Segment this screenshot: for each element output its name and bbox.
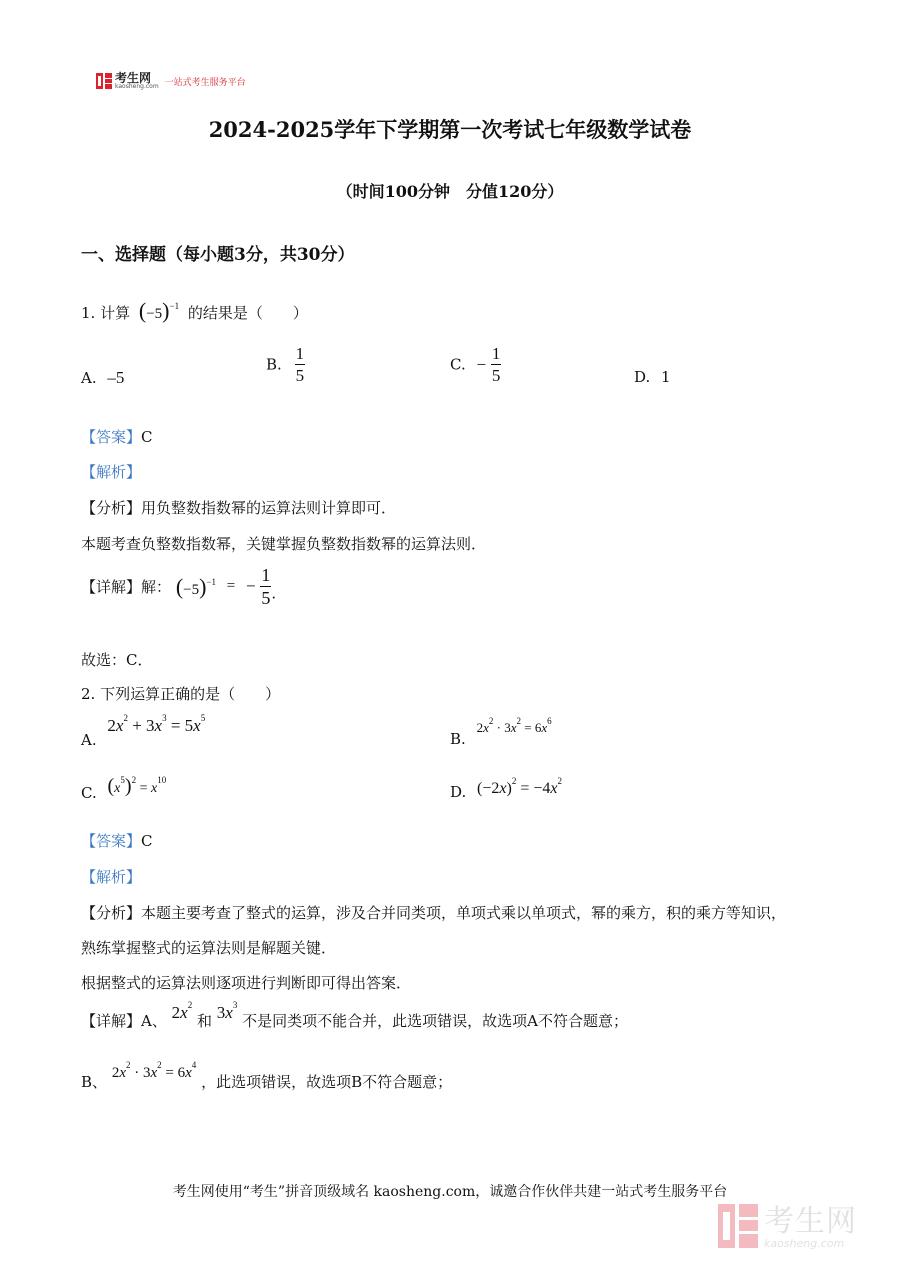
q1-base: −5 [146,306,163,322]
q1-answer [81,426,153,447]
kaosheng-logo-icon [96,73,112,89]
q2-option-c-expr: $(x^5)^2 = x^{10}$ [107,775,167,797]
q1-analysis-tag: 【解析】 [81,463,142,481]
section-title: 一、选择题（每小题3分，共30分） [81,245,355,265]
q2-detail-a-post: 不是同类项不能合并，此选项错误，故选项 [242,1012,528,1030]
q2-option-a [81,713,206,749]
q1-option-c-label: C. [450,355,466,374]
q1-detail-pre: 解： [141,578,172,596]
q1-option-a-label: A. [81,369,97,387]
q1-detail-eq: = [226,578,236,594]
page-footer: 考生网使用“考生”拼音顶级域名 kaosheng.com，诚邀合作伙伴共建一站式考生服务平台 [172,1184,728,1200]
q2-option-c-label: C. [81,784,97,802]
q1-stem-post: 的结果是（ ） [187,304,308,322]
page-title: 2024-2025学年下学期第一次考试七年级数学试卷 [208,117,692,142]
q1-option-b-frac [295,345,306,384]
q1-fenxi-text: 用负整数指数幂的运算法则计算即可． [141,499,397,517]
q1-option-c-sign: − [476,354,487,374]
q2-option-a-expr: $2x^2 + 3x^3 = 5x^5$ [107,713,206,735]
q1-detail-sign: − [246,576,256,596]
q2-detail-a-term2: $3x^3$ [216,1000,238,1022]
watermark [718,1204,857,1252]
q2-answer [81,830,153,851]
q1-exp: −1 [169,301,180,311]
q2-fenxi [81,902,786,923]
logo-slogan: 一站式考生服务平台 [164,77,246,88]
q1-option-d-value: 1 [661,368,671,386]
q2-detail-tag: 【详解】 [81,1012,142,1030]
q1-detail-frac [260,566,271,607]
q2-option-d-label: D. [450,783,467,801]
q2-fenxi-tag: 【分析】 [81,904,142,922]
q1-option-c [450,345,501,384]
q2-detail-b-letter: B [351,1073,363,1091]
q2-option-d [450,775,562,801]
q2-option-b [450,715,552,748]
header-logo [96,72,246,90]
q1-option-b-num: 1 [295,344,305,363]
logo-domain: kaosheng.com [115,83,159,90]
q2-option-c [81,775,166,802]
q1-detail-num: 1 [261,565,271,585]
q1-conclusion: 故选：C． [81,651,153,669]
q2-option-d-expr: $(-2x)^2 = -4x^2$ [477,775,562,797]
q2-stem: 2. 下列运算正确的是（ ） [81,685,281,703]
q1-stem-pre: 1. 计算 [81,304,131,322]
q1-detail-expression: $(-5)^{-1}$ [175,573,217,599]
q1-option-d-label: D. [634,368,651,386]
q2-fenxi-line1: 本题主要考查了整式的运算，涉及合并同类项，单项式乘以单项式，幂的乘方，积的乘方等知识， [141,904,787,922]
q1-detail-base: −5 [183,581,200,598]
q2-detail-a-pre: A、 [141,1012,167,1030]
page-subtitle: （时间100分钟 分值120分） [336,182,564,201]
q2-detail-a-and: 和 [196,1012,212,1030]
q1-detail-den: 5 [261,588,271,608]
q2-detail-b [81,1060,453,1092]
q2-detail-b-pre: B、 [81,1073,108,1091]
watermark-domain: kaosheng.com [764,1236,845,1250]
q2-option-b-label: B. [450,730,466,748]
watermark-logo-icon [718,1204,758,1252]
q1-fenxi-tag: 【分析】 [81,499,142,517]
q1-option-a-value: –5 [107,368,125,387]
q1-option-a [81,368,124,388]
q1-option-c-den: 5 [491,366,501,385]
q2-detail-b-expr: $2x^2 \cdot 3x^2 = 6x^4$ [111,1060,197,1081]
q2-detail-a-end: 不符合题意； [537,1012,628,1030]
q1-option-b-label: B. [266,355,282,374]
q2-option-b-expr: $2x^2 \cdot 3x^2 = 6x^6$ [476,715,552,735]
q1-answer-tag: 【答案】 [81,428,142,446]
watermark-name: 考生网 [764,1203,857,1239]
logo-name: 考生网 [115,71,152,85]
q1-fenxi [81,497,396,518]
q1-option-b-den: 5 [295,366,305,385]
q2-detail-a [81,1000,628,1031]
q2-option-a-label: A. [81,731,97,749]
q2-detail-a-term1: $2x^2$ [171,1000,193,1022]
q2-answer-tag: 【答案】 [81,832,142,850]
q1-detail-tag: 【详解】 [81,578,142,596]
q2-detail-b-end: 不符合题意； [362,1073,453,1091]
q2-detail-b-post: ，此选项错误，故选项 [201,1073,352,1091]
q1-expression: $(-5)^{-1}$ [138,298,180,323]
q1-detail-end: . [271,584,277,603]
q1-option-c-num: 1 [491,344,501,363]
q2-note: 根据整式的运算法则逐项进行判断即可得出答案． [81,974,412,992]
q1-answer-value: C [141,428,153,446]
q1-detail [81,566,276,607]
q2-detail-a-letter: A [527,1012,538,1030]
q2-analysis-tag: 【解析】 [81,868,142,886]
q1-note: 本题考查负整数指数幂，关键掌握负整数指数幂的运算法则． [81,535,487,553]
q1-option-d [634,368,671,386]
q1-option-c-frac [491,345,502,384]
q1-option-b [266,345,305,384]
q1-detail-exp: −1 [206,576,217,587]
q1-stem [81,298,308,324]
q2-answer-value: C [141,832,153,850]
q2-fenxi-line2: 熟练掌握整式的运算法则是解题关键． [81,939,337,957]
